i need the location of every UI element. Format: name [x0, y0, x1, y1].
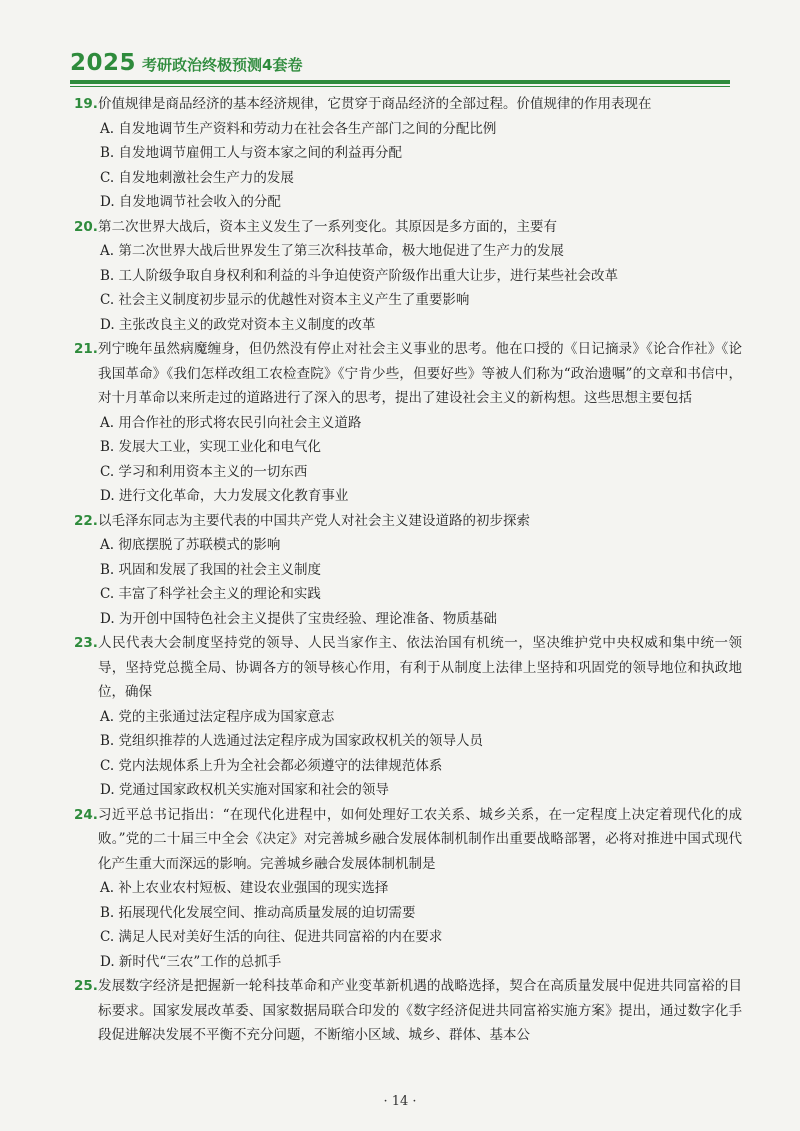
- option-b: B. 巩固和发展了我国的社会主义制度: [100, 561, 322, 578]
- option-a: A. 党的主张通过法定程序成为国家意志: [100, 708, 335, 725]
- question-number: 19.: [74, 96, 98, 112]
- question-24: [74, 803, 742, 975]
- option-c: C. 丰富了科学社会主义的理论和实践: [100, 586, 321, 602]
- option-d: D. 自发地调节社会收入的分配: [100, 194, 281, 210]
- option-c: C. 社会主义制度初步显示的优越性对资本主义产生了重要影响: [100, 292, 470, 308]
- question-stem: 列宁晚年虽然病魔缠身，但仍然没有停止对社会主义事业的思考。他在口授的《日记摘录》《论合作社》《论我国革命》《我们怎样改组工农检查院》《宁肯少些，但要好些》等被人们称为“政治遗嘱”的文章和书信中，对十月革命以来所走过的道路进行了深入的思考，提出了建设社会主义的新构想。这些思想主要包括: [98, 341, 742, 406]
- option-c: C. 满足人民对美好生活的向往、促进共同富裕的内在要求: [100, 929, 443, 945]
- option-c: C. 党内法规体系上升为全社会都必须遵守的法律规范体系: [100, 757, 443, 774]
- option-d: D. 进行文化革命，大力发展文化教育事业: [100, 488, 349, 504]
- question-number: 23.: [74, 635, 98, 651]
- page-number: · 14 ·: [383, 1094, 417, 1109]
- option-b: B. 拓展现代化发展空间、推动高质量发展的迫切需要: [100, 904, 416, 921]
- question-stem: 发展数字经济是把握新一轮科技革命和产业变革新机遇的战略选择，契合在高质量发展中促进共同富裕的目标要求。国家发展改革委、国家数据局联合印发的《数字经济促进共同富裕实施方案》提出，通过数字化手段促进解决发展不平衡不充分问题，不断缩小区域、城乡、群体、基本公: [98, 978, 742, 1043]
- page-header: [70, 50, 302, 76]
- header-rule-thin: [70, 86, 730, 87]
- option-a: A. 自发地调节生产资料和劳动力在社会各生产部门之间的分配比例: [100, 120, 497, 137]
- option-b: B. 工人阶级争取自身权利和利益的斗争迫使资产阶级作出重大让步，进行某些社会改革: [100, 267, 619, 284]
- question-stem: 价值规律是商品经济的基本经济规律，它贯穿于商品经济的全部过程。价值规律的作用表现在: [98, 96, 652, 112]
- question-23: [74, 631, 742, 803]
- question-number: 24.: [74, 806, 98, 823]
- option-a: A. 第二次世界大战后世界发生了第三次科技革命，极大地促进了生产力的发展: [100, 243, 564, 259]
- question-22: [74, 509, 742, 632]
- question-20: [74, 215, 742, 338]
- question-stem: 第二次世界大战后，资本主义发生了一系列变化。其原因是多方面的，主要有: [98, 218, 557, 235]
- option-c: C. 自发地刺激社会生产力的发展: [100, 169, 294, 186]
- question-number: 21.: [74, 341, 98, 357]
- option-a: A. 彻底摆脱了苏联模式的影响: [100, 537, 281, 553]
- option-d: D. 党通过国家政权机关实施对国家和社会的领导: [100, 782, 389, 798]
- question-stem: 习近平总书记指出：“在现代化进程中，如何处理好工农关系、城乡关系，在一定程度上决定着现代化的成败。”党的二十届三中全会《决定》对完善城乡融合发展体制机制作出重要战略部署，必将对推进中国式现代化产生重大而深远的影响。完善城乡融合发展体制机制是: [98, 806, 742, 872]
- question-21: [74, 337, 742, 509]
- header-title: 考研政治终极预测4套卷: [142, 56, 303, 74]
- option-b: B. 发展大工业，实现工业化和电气化: [100, 439, 322, 455]
- option-a: A. 补上农业农村短板、建设农业强国的现实选择: [100, 880, 389, 896]
- option-d: D. 为开创中国特色社会主义提供了宝贵经验、理论准备、物质基础: [100, 610, 497, 627]
- option-d: D. 主张改良主义的政党对资本主义制度的改革: [100, 316, 376, 333]
- question-number: 22.: [74, 512, 98, 529]
- question-number: 20.: [74, 218, 98, 235]
- option-d: D. 新时代“三农”工作的总抓手: [100, 953, 282, 970]
- option-b: B. 自发地调节雇佣工人与资本家之间的利益再分配: [100, 145, 403, 161]
- header-rule-thick: [70, 80, 730, 84]
- option-a: A. 用合作社的形式将农民引向社会主义道路: [100, 414, 362, 431]
- option-b: B. 党组织推荐的人选通过法定程序成为国家政权机关的领导人员: [100, 733, 484, 749]
- question-stem: 人民代表大会制度坚持党的领导、人民当家作主、依法治国有机统一，坚决维护党中央权威和集中统一领导，坚持党总揽全局、协调各方的领导核心作用，有利于从制度上法律上坚持和巩固党的领导地位和执政地位，确保: [98, 635, 742, 700]
- question-25: [74, 974, 742, 1048]
- question-list: [74, 92, 742, 1048]
- header-year: 2025: [70, 50, 137, 76]
- question-stem: 以毛泽东同志为主要代表的中国共产党人对社会主义建设道路的初步探索: [98, 512, 530, 529]
- question-19: [74, 92, 742, 215]
- option-c: C. 学习和利用资本主义的一切东西: [100, 463, 308, 480]
- question-number: 25.: [74, 978, 98, 994]
